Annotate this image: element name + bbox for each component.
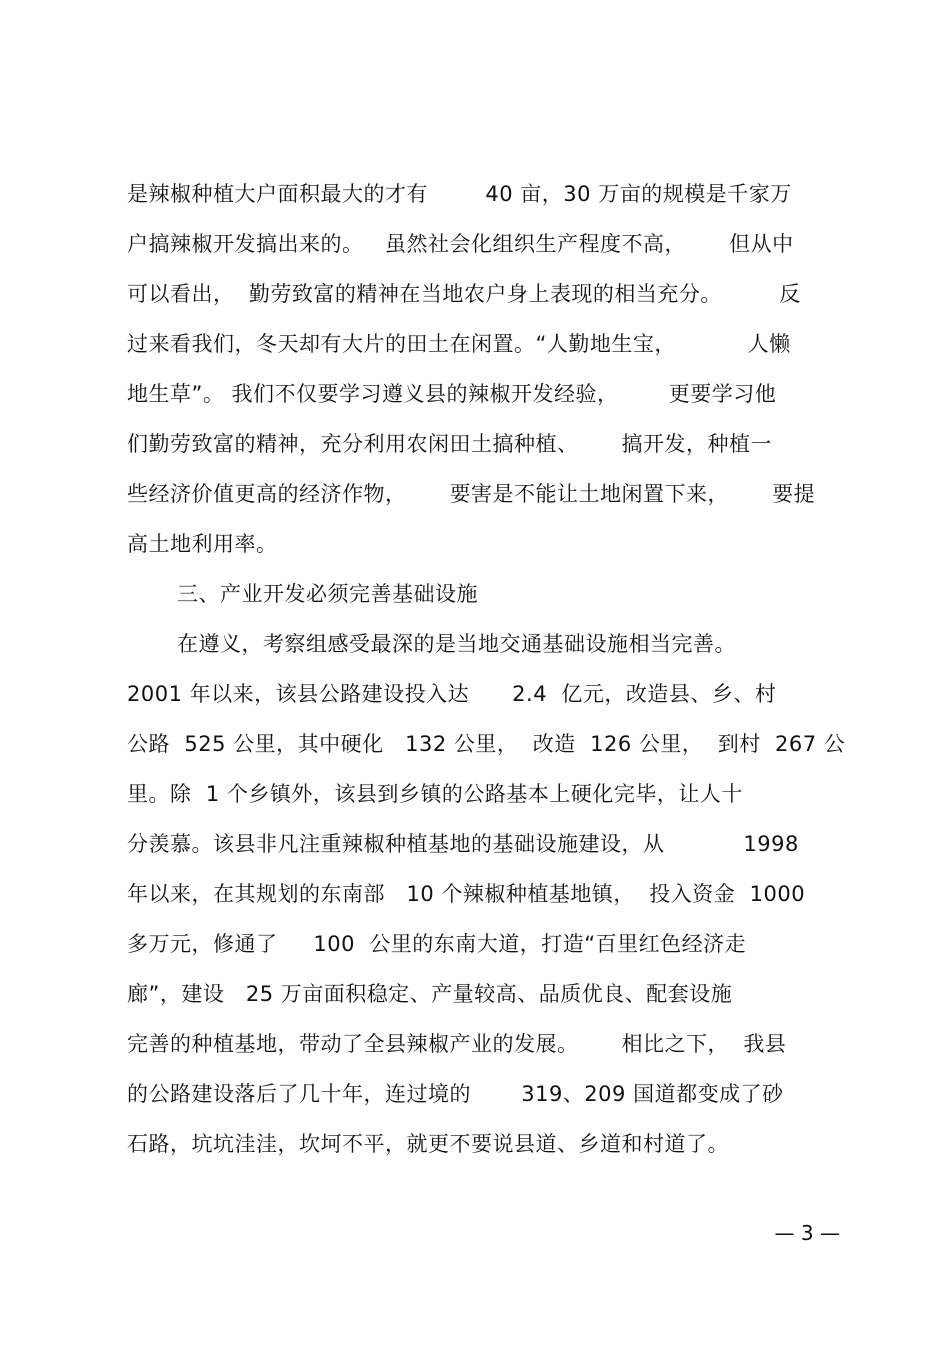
text-line: 的公路建设落后了几十年，连过境的 319、209 国道都变成了砂	[127, 1082, 784, 1106]
text-line: 高土地利用率。	[127, 532, 278, 556]
text-line: 是辣椒种植大户面积最大的才有 40 亩，30 万亩的规模是千家万	[127, 182, 792, 206]
text-line: 完善的种植基地，带动了全县辣椒产业的发展。 相比之下， 我县	[127, 1032, 787, 1056]
page-number: — 3 —	[774, 1221, 840, 1245]
text-line: 地生草”。 我们不仅要学习遵义县的辣椒开发经验， 更要学习他	[127, 382, 777, 406]
section-heading: 三、产业开发必须完善基础设施	[177, 582, 478, 606]
text-line: 公路 525 公里，其中硬化 132 公里， 改造 126 公里， 到村 267 公	[127, 732, 846, 756]
text-line: 年以来，在其规划的东南部 10 个辣椒种植基地镇， 投入资金 1000	[127, 882, 806, 906]
text-line: 在遵义，考察组感受最深的是当地交通基础设施相当完善。	[177, 632, 736, 656]
text-line: 过来看我们，冬天却有大片的田土在闲置。“人勤地生宝， 人懒	[127, 332, 791, 356]
text-line: 里。除 1 个乡镇外，该县到乡镇的公路基本上硬化完毕，让人十	[127, 782, 743, 806]
text-line: 多万元，修通了 100 公里的东南大道，打造“百里红色经济走	[127, 932, 747, 956]
text-line: 些经济价值更高的经济作物， 要害是不能让土地闲置下来， 要提	[127, 482, 816, 506]
body-text	[127, 174, 846, 1174]
text-line: 可以看出， 勤劳致富的精神在当地农户身上表现的相当充分。 反	[127, 282, 801, 306]
text-line: 廊”，建设 25 万亩面积稳定、产量较高、品质优良、配套设施	[127, 982, 733, 1006]
text-line: 户搞辣椒开发搞出来的。 虽然社会化组织生产程度不高， 但从中	[127, 232, 794, 256]
text-line: 们勤劳致富的精神，充分利用农闲田土搞种植、 搞开发，种植一	[127, 432, 773, 456]
text-line: 石路，坑坑洼洼，坎坷不平，就更不要说县道、乡道和村道了。	[127, 1132, 729, 1156]
text-line: 分羡慕。该县非凡注重辣椒种植基地的基础设施建设，从 1998	[127, 832, 799, 856]
text-line: 2001 年以来，该县公路建设投入达 2.4 亿元，改造县、乡、村	[127, 682, 777, 706]
